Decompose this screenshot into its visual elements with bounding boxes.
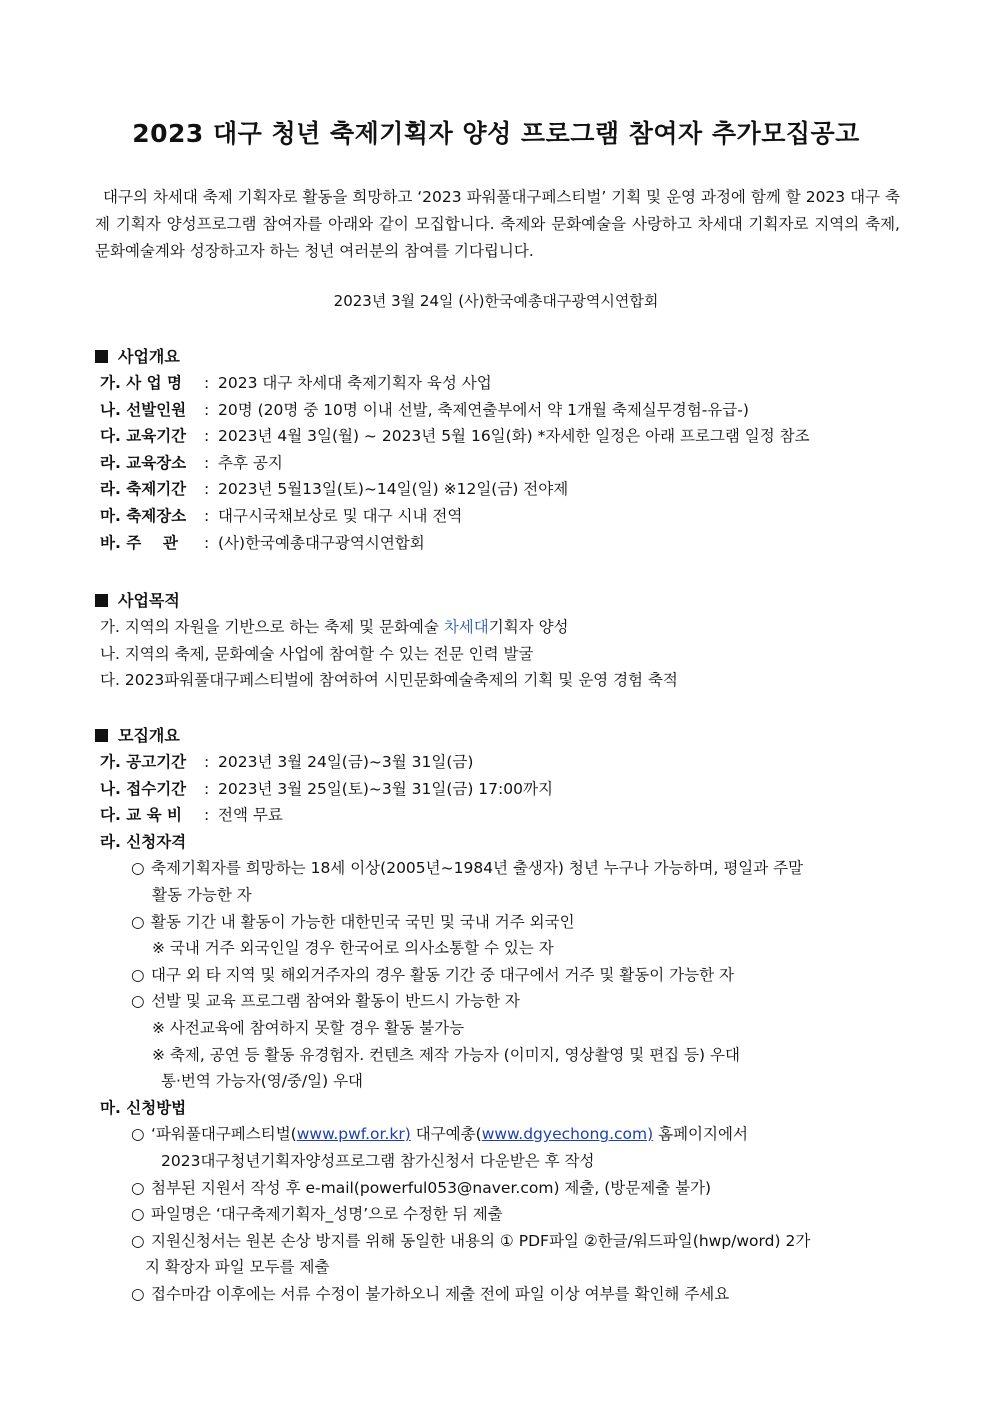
document-title: 2023 대구 청년 축제기획자 양성 프로그램 참여자 추가모집공고 — [132, 119, 860, 148]
circle-bullet-icon: ○ — [131, 1231, 145, 1250]
section-heading: 모집개요 — [95, 722, 915, 749]
dgyechong-website-link[interactable]: www.dgyechong.com) — [481, 1125, 654, 1144]
qualification-item: ○ 대구 외 타 지역 및 해외거주자의 경우 활동 기간 중 대구에서 거주 및 활동이 가능한 자 — [95, 962, 915, 989]
circle-bullet-icon: ○ — [131, 1205, 145, 1224]
purpose-item: 가. 지역의 자원을 기반으로 하는 축제 및 문화예술 차세대기획자 양성 — [100, 618, 569, 636]
purpose-section — [95, 587, 915, 694]
qualification-note-continued: 통·번역 가능자(영/중/일) 우대 — [161, 1072, 364, 1091]
method-item: ○ 지원신청서는 원본 손상 방지를 위해 동일한 내용의 ① PDF파일 ②한글/워드파일(hwp/word) 2가 — [95, 1228, 915, 1255]
qualification-item-continued: 활동 가능한 자 — [152, 885, 252, 904]
method-item: ○ 접수마감 이후에는 서류 수정이 불가하오니 제출 전에 파일 이상 여부를 확인해 주세요 — [95, 1281, 915, 1308]
purpose-item: 다. 2023파워풀대구페스티벌에 참여하여 시민문화예술축제의 기획 및 운영 경험 축적 — [100, 671, 678, 690]
qualification-heading: 라. 신청자격 — [100, 832, 187, 851]
overview-section — [95, 343, 915, 556]
square-bullet-icon — [95, 594, 108, 607]
overview-row: 바. 주 관 : (사)한국예총대구광역시연합회 — [100, 533, 425, 552]
qualification-note: ※ 국내 거주 외국인일 경우 한국어로 의사소통할 수 있는 자 — [152, 939, 554, 958]
circle-bullet-icon: ○ — [131, 1125, 145, 1144]
method-item-continued: 2023대구청년기획자양성프로그램 참가신청서 다운받은 후 작성 — [161, 1151, 595, 1170]
overview-row: 라. 축제기간 : 2023년 5월13일(토)~14일(일) ※12일(금) 전야제 — [100, 480, 569, 499]
overview-row: 라. 교육장소 : 추후 공지 — [100, 453, 283, 472]
qualification-note: ※ 축제, 공연 등 활동 유경험자. 컨텐츠 제작 가능자 (이미지, 영상촬영 및 편집 등) 우대 — [152, 1045, 740, 1064]
pwf-website-link[interactable]: www.pwf.or.kr) — [296, 1125, 411, 1144]
method-item: ○ 첨부된 지원서 작성 후 e-mail(powerful053@naver.com) 제출, (방문제출 불가) — [95, 1175, 915, 1202]
square-bullet-icon — [95, 729, 108, 742]
circle-bullet-icon: ○ — [131, 859, 145, 878]
recruit-section — [95, 722, 915, 1307]
circle-bullet-icon: ○ — [131, 1284, 145, 1303]
circle-bullet-icon: ○ — [131, 965, 145, 984]
overview-row: 나. 선발인원 : 20명 (20명 중 10명 이내 선발, 축제연출부에서 약 1개월 축제실무경험-유급-) — [100, 400, 749, 419]
circle-bullet-icon: ○ — [131, 992, 145, 1011]
section-heading: 사업개요 — [95, 343, 915, 370]
overview-row: 가. 사 업 명 : 2023 대구 차세대 축제기획자 육성 사업 — [100, 374, 492, 392]
overview-row: 다. 교육기간 : 2023년 4월 3일(월) ~ 2023년 5월 16일(화) *자세한 일정은 아래 프로그램 일정 참조 — [100, 427, 810, 446]
qualification-item: ○ 축제기획자를 희망하는 18세 이상(2005년~1984년 출생자) 청년 누구나 가능하며, 평일과 주말 — [95, 855, 915, 882]
recruit-row: 나. 접수기간 : 2023년 3월 25일(토)~3월 31일(금) 17:00까지 — [100, 779, 553, 798]
qualification-item: ○ 선발 및 교육 프로그램 참여와 활동이 반드시 가능한 자 — [95, 988, 915, 1015]
overview-row: 마. 축제장소 : 대구시국채보상로 및 대구 시내 전역 — [100, 506, 463, 525]
intro-paragraph: 대구의 차세대 축제 기획자로 활동을 희망하고 ‘2023 파워풀대구페스티벌’ 기획 및 운영 과정에 함께 할 2023 대구 축제 기획자 양성프로그램 참여자를 아래와 같이 모집합니다. 축제와 문화예술을 사랑하고 차세대 기획자로 지역의 축제, 문화예술계와 성장하고자 하는 청년 여러분의 참여를 기다립니다. — [95, 188, 900, 260]
method-item-continued: 지 확장자 파일 모두를 제출 — [145, 1258, 330, 1277]
method-item: ○ 파일명은 ‘대구축제기획자_성명’으로 수정한 뒤 제출 — [95, 1201, 915, 1228]
section-heading: 사업목적 — [95, 587, 915, 614]
circle-bullet-icon: ○ — [131, 1178, 145, 1197]
method-item: ○ ‘파워풀대구페스티벌(www.pwf.or.kr) 대구예총(www.dgyechong.com) 홈페이지에서 — [95, 1121, 915, 1148]
date-line: 2023년 3월 24일 (사)한국예총대구광역시연합회 — [333, 292, 659, 310]
recruit-row: 다. 교 육 비 : 전액 무료 — [100, 806, 283, 825]
square-bullet-icon — [95, 350, 108, 363]
purpose-item: 나. 지역의 축제, 문화예술 사업에 참여할 수 있는 전문 인력 발굴 — [100, 644, 534, 663]
qualification-item: ○ 활동 기간 내 활동이 가능한 대한민국 국민 및 국내 거주 외국인 — [95, 909, 915, 936]
method-heading: 마. 신청방법 — [100, 1098, 187, 1117]
recruit-row: 가. 공고기간 : 2023년 3월 24일(금)~3월 31일(금) — [100, 753, 474, 771]
qualification-note: ※ 사전교육에 참여하지 못할 경우 활동 불가능 — [152, 1018, 465, 1037]
circle-bullet-icon: ○ — [131, 912, 145, 931]
